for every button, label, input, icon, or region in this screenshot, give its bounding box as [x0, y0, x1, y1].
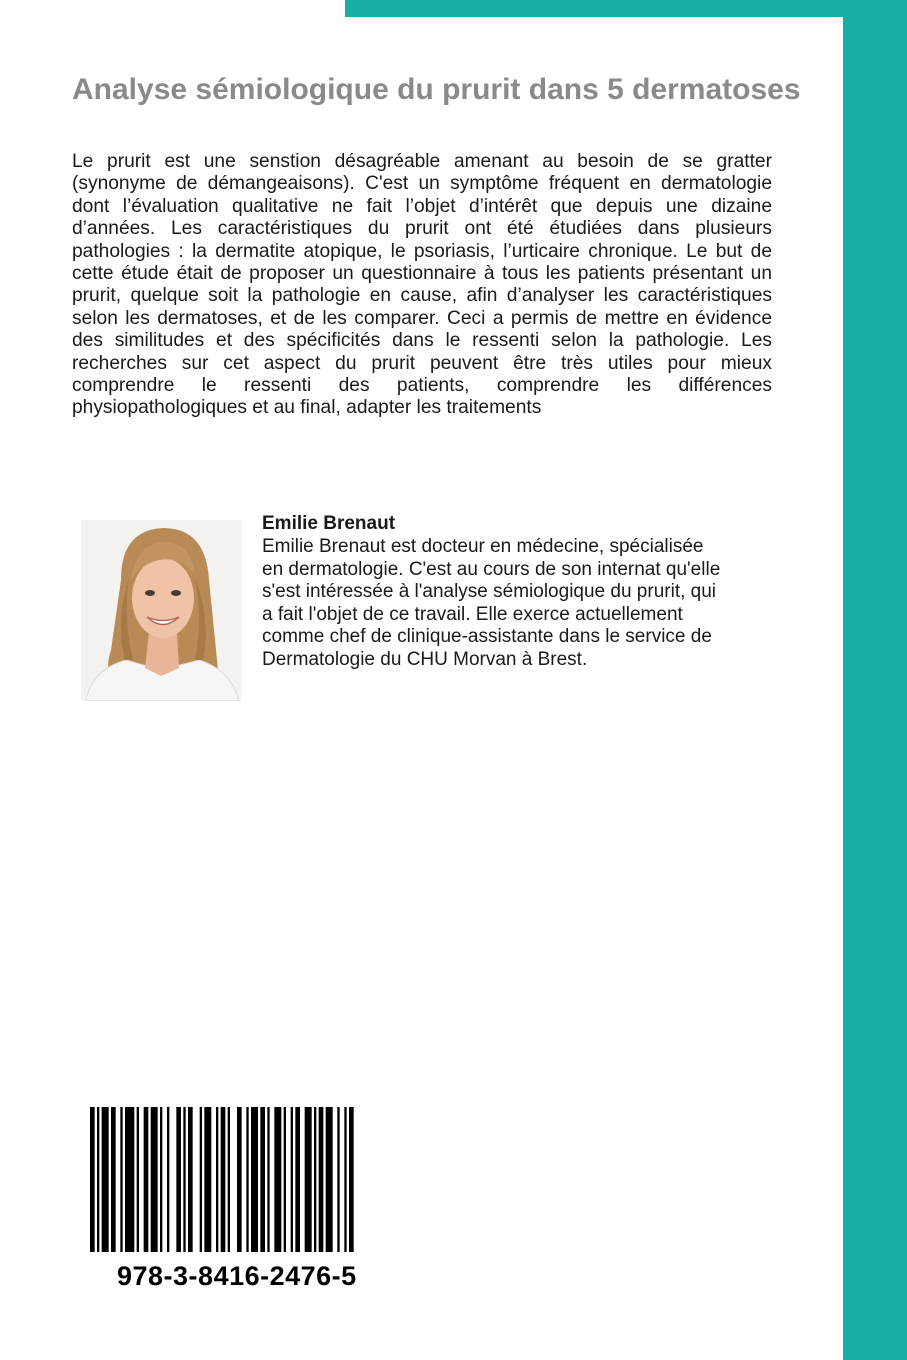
barcode-bar — [183, 1107, 185, 1252]
side-accent-bar — [843, 0, 907, 1360]
barcode-bar — [295, 1107, 300, 1252]
author-photo — [81, 520, 241, 701]
barcode-bar — [349, 1107, 354, 1252]
barcode — [90, 1107, 356, 1252]
book-summary: Le prurit est une senstion désagréable amenant au besoin de se gratter (synonyme de démangeaisons). C'est un symptôme fréquent en dermatologie dont l’évaluation qualitative ne fait l’objet d’intérêt que depuis une dizaine d’années. Les caractéristiques du prurit ont été étudiées dans plusieurs pathologies : la dermatite atopique, le psoriasis, l’urticaire chronique. Le but de cette étude était de proposer un questionnaire à tous les patients présentant un prurit, quelque soit la pathologie en cause, afin d’analyser les caractéristiques selon les dermatoses, et de les comparer. Ceci a permis de mettre en évidence des similitudes et des spécificités dans le ressenti selon la pathologie. Les recherches sur cet aspect du prurit peuvent être très utiles pour mieux comprendre le ressenti des patients, comprendre les différences physiopathologiques et au final, adapter les traitements — [72, 151, 772, 419]
barcode-bar — [204, 1107, 211, 1252]
barcode-bar — [228, 1107, 230, 1252]
isbn-number: 978-3-8416-2476-5 — [117, 1261, 357, 1291]
barcode-bar — [125, 1107, 134, 1252]
top-accent-bar — [345, 0, 907, 17]
barcode-bar — [251, 1107, 258, 1252]
barcode-bar — [111, 1107, 116, 1252]
barcode-bar — [319, 1107, 324, 1252]
barcode-bar — [216, 1107, 218, 1252]
barcode-bar — [176, 1107, 181, 1252]
barcode-bar — [221, 1107, 226, 1252]
barcode-bar — [102, 1107, 109, 1252]
barcode-bar — [305, 1107, 312, 1252]
book-title: Analyse sémiologique du prurit dans 5 dermatoses — [72, 73, 801, 106]
barcode-bar — [246, 1107, 248, 1252]
barcode-bar — [267, 1107, 269, 1252]
author-bio: Emilie Brenaut est docteur en médecine, spécialisée en dermatologie. C'est au cours de son internat qu'elle s'est intéressée à l'analyse sémiologique du prurit, qui a fait l'objet de ce travail. Elle exerce actuellement comme chef de clinique-assistante dans le service de Dermatologie du CHU Morvan à Brest. — [262, 536, 721, 670]
barcode-bar — [284, 1107, 286, 1252]
barcode-bar — [344, 1107, 346, 1252]
barcode-bar — [326, 1107, 333, 1252]
author-name: Emilie Brenaut — [262, 513, 396, 534]
barcode-bar — [337, 1107, 339, 1252]
barcode-bar — [274, 1107, 281, 1252]
barcode-bar — [144, 1107, 149, 1252]
barcode-bar — [90, 1107, 95, 1252]
barcode-bar — [167, 1107, 169, 1252]
barcode-bar — [151, 1107, 158, 1252]
barcode-bar — [120, 1107, 122, 1252]
barcode-bar — [137, 1107, 139, 1252]
barcode-bar — [97, 1107, 99, 1252]
barcode-bar — [160, 1107, 162, 1252]
barcode-bar — [200, 1107, 202, 1252]
barcode-bar — [237, 1107, 242, 1252]
barcode-bar — [260, 1107, 265, 1252]
barcode-bar — [291, 1107, 293, 1252]
barcode-bar — [188, 1107, 193, 1252]
barcode-bar — [314, 1107, 316, 1252]
